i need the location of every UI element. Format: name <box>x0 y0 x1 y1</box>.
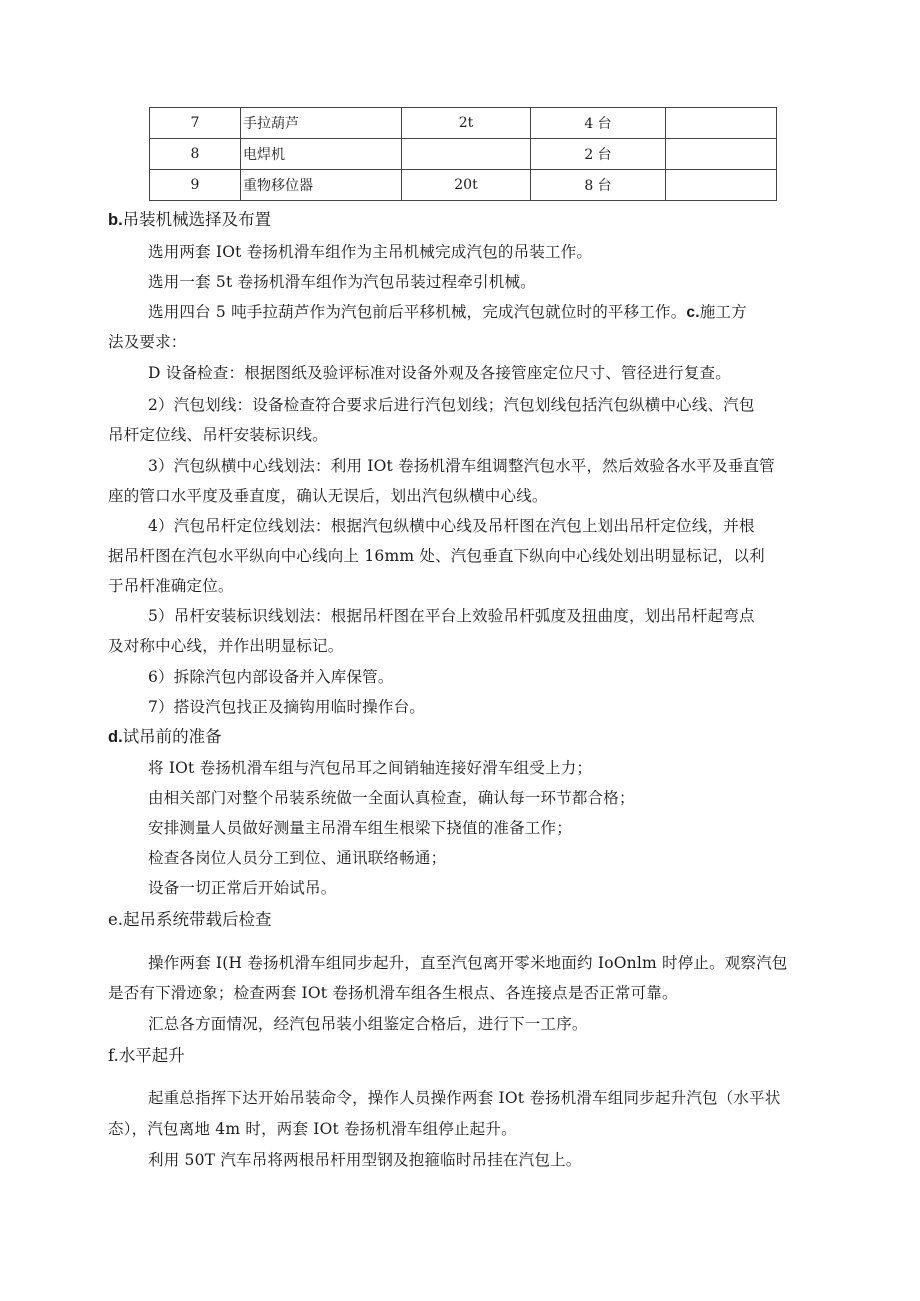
equipment-quantity: 8 台 <box>531 170 666 201</box>
table-row <box>150 108 777 139</box>
paragraph-line: 选用两套 IOt 卷扬机滑车组作为主吊机械完成汽包的吊装工作。 <box>148 243 593 261</box>
section-letter: d. <box>108 728 123 746</box>
list-item: 5）吊杆安装标识线划法：根据吊杆图在平台上效验吊杆弧度及扭曲度，划出吊杆起弯点 <box>148 607 755 625</box>
section-title: 水平起升 <box>118 1046 185 1065</box>
equipment-quantity: 4 台 <box>531 108 666 139</box>
list-item: 4）汽包吊杆定位线划法：根据汽包纵横中心线及吊杆图在汽包上划出吊杆定位线，并根 <box>148 517 755 535</box>
paragraph-line <box>148 302 747 323</box>
equipment-note <box>666 139 777 170</box>
paragraph-line: 设备一切正常后开始试吊。 <box>148 879 337 897</box>
section-letter: f. <box>108 1046 119 1065</box>
equipment-table <box>149 107 777 201</box>
equipment-quantity: 2 台 <box>531 139 666 170</box>
list-item-continuation: 于吊杆准确定位。 <box>108 577 234 595</box>
paragraph-line: 态），汽包离地 4m 时，两套 IOt 卷扬机滑车组停止起升。 <box>108 1120 517 1138</box>
paragraph-line: 起重总指挥下达开始吊装命令，操作人员操作两套 IOt 卷扬机滑车组同步起升汽包（水平状 <box>148 1089 781 1107</box>
paragraph-line: 检查各岗位人员分工到位、通讯联络畅通； <box>148 849 447 867</box>
equipment-name: 手拉葫芦 <box>241 108 402 139</box>
paragraph-line: 由相关部门对整个吊装系统做一全面认真检查，确认每一环节都合格； <box>148 789 635 807</box>
equipment-note <box>666 170 777 201</box>
row-number: 9 <box>150 170 241 201</box>
section-title: 起吊系统带载后检查 <box>123 910 272 929</box>
paragraph-line: 是否有下滑迹象；检查两套 IOt 卷扬机滑车组各生根点、各连接点是否正常可靠。 <box>108 984 678 1002</box>
section-letter: b. <box>108 211 123 229</box>
equipment-spec: 2t <box>402 108 531 139</box>
section-title: 试吊前的准备 <box>122 727 222 746</box>
equipment-spec: 20t <box>402 170 531 201</box>
section-c-title-wrap: 法及要求： <box>108 333 187 351</box>
section-f-heading <box>108 1045 185 1067</box>
table-row <box>150 170 777 201</box>
section-c-letter: c. <box>686 304 700 321</box>
paragraph-line: 操作两套 I(H 卷扬机滑车组同步起升，直至汽包离开零米地面约 IoOnlm 时停止。观察汽包 <box>148 954 788 972</box>
section-title: 吊装机械选择及布置 <box>122 210 272 229</box>
list-item: D 设备检查：根据图纸及验评标准对设备外观及各接管座定位尺寸、管径进行复查。 <box>148 364 731 382</box>
table-row <box>150 139 777 170</box>
section-letter: e. <box>108 910 124 929</box>
section-e-heading <box>108 909 272 931</box>
list-item: 7）搭设汽包找正及摘钩用临时操作台。 <box>148 698 425 716</box>
row-number: 8 <box>150 139 241 170</box>
list-item: 2）汽包划线：设备检查符合要求后进行汽包划线；汽包划线包括汽包纵横中心线、汽包 <box>148 396 755 414</box>
list-item-continuation: 据吊杆图在汽包水平纵向中心线向上 16mm 处、汽包垂直下纵向中心线处划出明显标记，以利 <box>108 547 765 565</box>
list-item-continuation: 及对称中心线，并作出明显标记。 <box>108 637 344 655</box>
section-c-title-part: 施工方 <box>699 303 747 321</box>
equipment-note <box>666 108 777 139</box>
section-d-heading <box>108 726 222 748</box>
paragraph-line: 安排测量人员做好测量主吊滑车组生根梁下挠值的准备工作； <box>148 819 572 837</box>
list-item-continuation: 吊杆定位线、吊杆安装标识线。 <box>108 426 328 444</box>
paragraph-line: 汇总各方面情况，经汽包吊装小组鉴定合格后，进行下一工序。 <box>148 1015 588 1033</box>
equipment-spec <box>402 139 531 170</box>
list-item: 3）汽包纵横中心线划法：利用 IOt 卷扬机滑车组调整汽包水平，然后效验各水平及垂直管 <box>148 457 775 475</box>
list-item-continuation: 座的管口水平度及垂直度，确认无误后，划出汽包纵横中心线。 <box>108 487 548 505</box>
section-b-heading <box>108 209 271 231</box>
list-item: 6）拆除汽包内部设备并入库保管。 <box>148 668 394 686</box>
equipment-name: 重物移位器 <box>241 170 402 201</box>
paragraph-line: 选用一套 5t 卷扬机滑车组作为汽包吊装过程牵引机械。 <box>148 273 536 291</box>
row-number: 7 <box>150 108 241 139</box>
paragraph-line: 将 IOt 卷扬机滑车组与汽包吊耳之间销轴连接好滑车组受上力； <box>148 759 593 777</box>
paragraph-line: 利用 50T 汽车吊将两根吊杆用型钢及抱箍临时吊挂在汽包上。 <box>148 1151 582 1169</box>
paragraph-text: 选用四台 5 吨手拉葫芦作为汽包前后平移机械，完成汽包就位时的平移工作。 <box>148 303 687 321</box>
equipment-name: 电焊机 <box>241 139 402 170</box>
